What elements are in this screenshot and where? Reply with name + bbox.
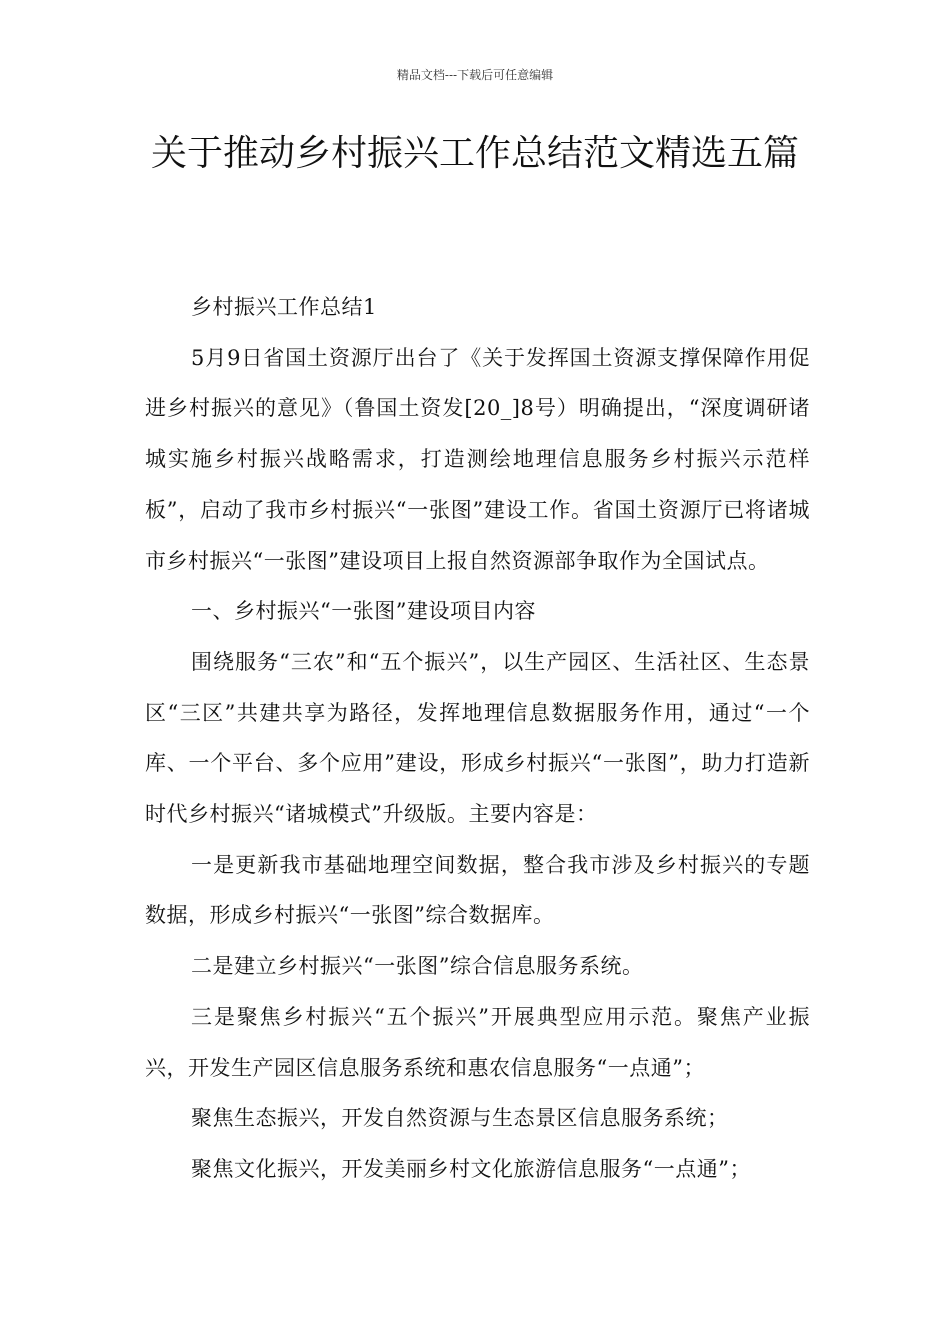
paragraph-content: 围绕服务“三农”和“五个振兴”，以生产园区、生活社区、生态景区“三区”共建共享为路径，发挥地理信息数据服务作用，通过“一个库、一个平台、多个应用”建设，形成乡村振兴“一张图”，助力打造新时代乡村振兴“诸城模式”升级版。主要内容是：	[145, 649, 810, 827]
paragraph-item-1: 一是更新我市基础地理空间数据，整合我市涉及乡村振兴的专题数据，形成乡村振兴“一张图”综合数据库。	[145, 852, 810, 928]
section-heading-project: 一、乡村振兴“一张图”建设项目内容	[191, 599, 536, 624]
section-heading-1: 乡村振兴工作总结1	[191, 295, 377, 319]
paragraph-intro: 5月9日省国土资源厅出台了《关于发挥国土资源支撑保障作用促进乡村振兴的意见》（鲁国土资发[20_]8号）明确提出，“深度调研诸城实施乡村振兴战略需求，打造测绘地理信息服务乡村振兴示范样板”，启动了我市乡村振兴“一张图”建设工作。省国土资源厅已将诸城市乡村振兴“一张图”建设项目上报自然资源部争取作为全国试点。	[145, 345, 810, 573]
document-body	[145, 282, 810, 1195]
paragraph-item-ecology: 聚焦生态振兴，开发自然资源与生态景区信息服务系统；	[191, 1106, 729, 1131]
paragraph-item-3: 三是聚焦乡村振兴“五个振兴”开展典型应用示范。聚焦产业振兴，开发生产园区信息服务系统和惠农信息服务“一点通”；	[145, 1004, 810, 1080]
document-title: 关于推动乡村振兴工作总结范文精选五篇	[150, 133, 799, 174]
header-note: 精品文档---下载后可任意编辑	[396, 68, 554, 82]
paragraph-item-culture: 聚焦文化振兴，开发美丽乡村文化旅游信息服务“一点通”；	[191, 1156, 751, 1181]
paragraph-item-2: 二是建立乡村振兴“一张图”综合信息服务系统。	[191, 954, 644, 979]
